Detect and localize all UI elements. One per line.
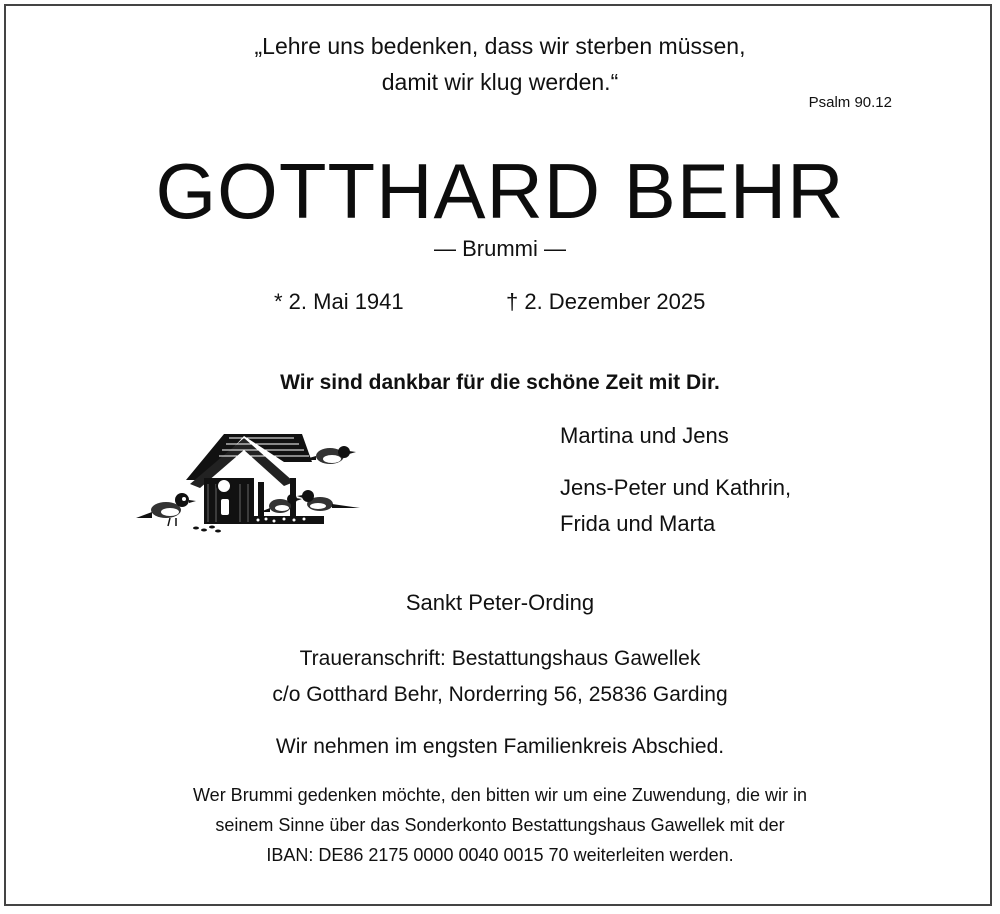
thanks-line: Wir sind dankbar für die schöne Zeit mit Dir. (280, 371, 720, 394)
quote-line-2: damit wir klug werden.“ (381, 69, 619, 95)
deceased-nickname: — Brummi — (434, 236, 566, 261)
farewell-line: Wir nehmen im engsten Familienkreis Abschied. (275, 735, 725, 758)
deceased-name: GOTTHARD BEHR (155, 147, 845, 235)
birth-date: * 2. Mai 1941 (274, 289, 404, 314)
address-line-2: c/o Gotthard Behr, Norderring 56, 25836 Garding (272, 683, 728, 706)
mourner-line-1: Martina und Jens (560, 423, 729, 448)
donation-line-2: seinem Sinne über das Sonderkonto Bestattungshaus Gawellek mit der (215, 815, 785, 835)
mourner-line-2: Jens-Peter und Kathrin, (560, 475, 792, 500)
quote-line-1: „Lehre uns bedenken, dass wir sterben müssen, (254, 33, 746, 59)
quote-source: Psalm 90.12 (808, 94, 892, 111)
death-date: † 2. Dezember 2025 (506, 289, 706, 314)
donation-line-3: IBAN: DE86 2175 0000 0040 0015 70 weiterleiten werden. (266, 845, 734, 865)
mourner-line-3: Frida und Marta (560, 511, 716, 536)
bird-feeder-icon (134, 428, 364, 536)
place-line: Sankt Peter-Ording (405, 590, 595, 615)
address-line-1: Traueranschrift: Bestattungshaus Gawellek (299, 647, 701, 670)
donation-line-1: Wer Brummi gedenken möchte, den bitten wir um eine Zuwendung, die wir in (193, 785, 807, 805)
